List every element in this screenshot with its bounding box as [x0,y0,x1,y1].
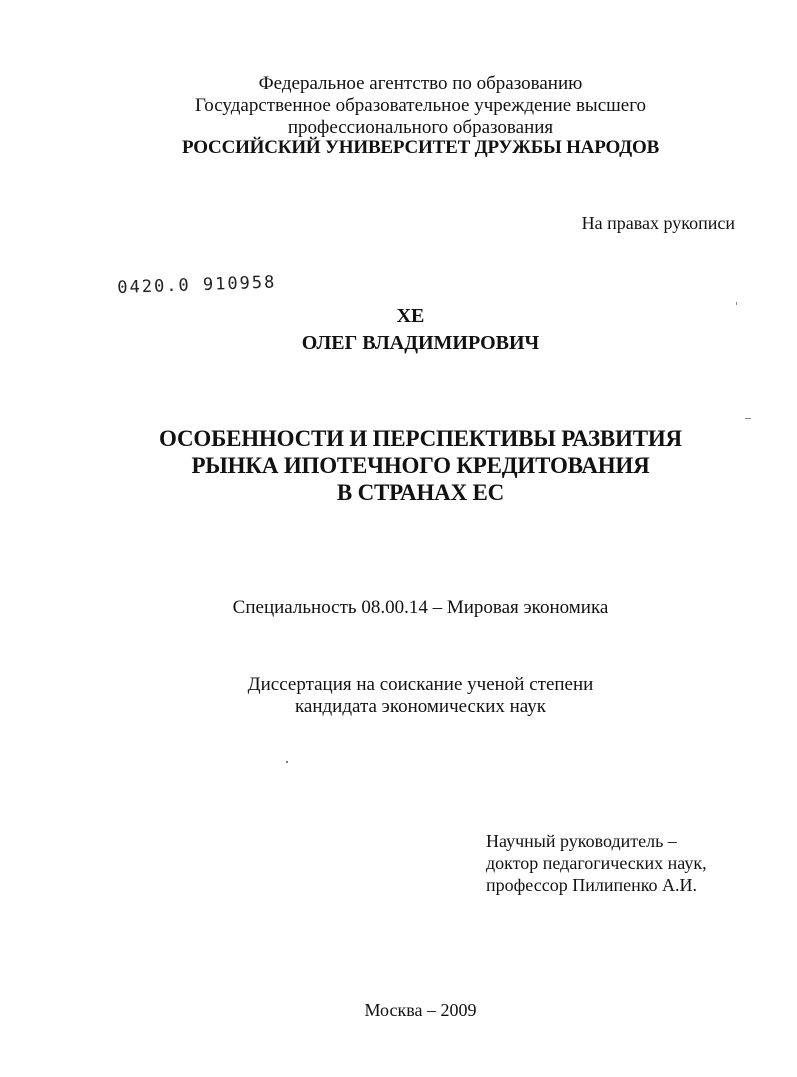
degree-line-1: Диссертация на соискание ученой степени [247,674,594,695]
degree-line-2: кандидата экономических наук [294,696,547,717]
thesis-title-line-2: РЫНКА ИПОТЕЧНОГО КРЕДИТОВАНИЯ [191,453,650,478]
organization-line-3: профессионального образования [287,117,554,138]
thesis-title-line-1: ОСОБЕННОСТИ И ПЕРСПЕКТИВЫ РАЗВИТИЯ [159,426,682,451]
library-stamp-number: 0420.0 910958 [117,272,277,298]
organization-line-2: Государственное образовательное учреждение высшего [194,95,647,116]
supervisor-line-3: профессор Пилипенко А.И. [486,875,698,895]
organization-line-1: Федеральное агентство по образованию [258,73,583,94]
scan-speck [745,418,751,419]
thesis-title-line-3: В СТРАНАХ ЕС [336,480,505,505]
specialty: Специальность 08.00.14 – Мировая экономика [232,597,609,618]
manuscript-note: На правах рукописи [581,213,735,233]
scan-speck [286,761,288,763]
city-year: Москва – 2009 [364,1000,477,1020]
university-name: РОССИЙСКИЙ УНИВЕРСИТЕТ ДРУЖБЫ НАРОДОВ [181,137,660,158]
scan-speck [736,302,737,305]
supervisor-line-1: Научный руководитель – [486,831,677,851]
supervisor-line-2: доктор педагогических наук, [486,853,707,873]
author-surname: ХЕ [396,305,425,327]
author-name: ОЛЕГ ВЛАДИМИРОВИЧ [301,332,540,354]
